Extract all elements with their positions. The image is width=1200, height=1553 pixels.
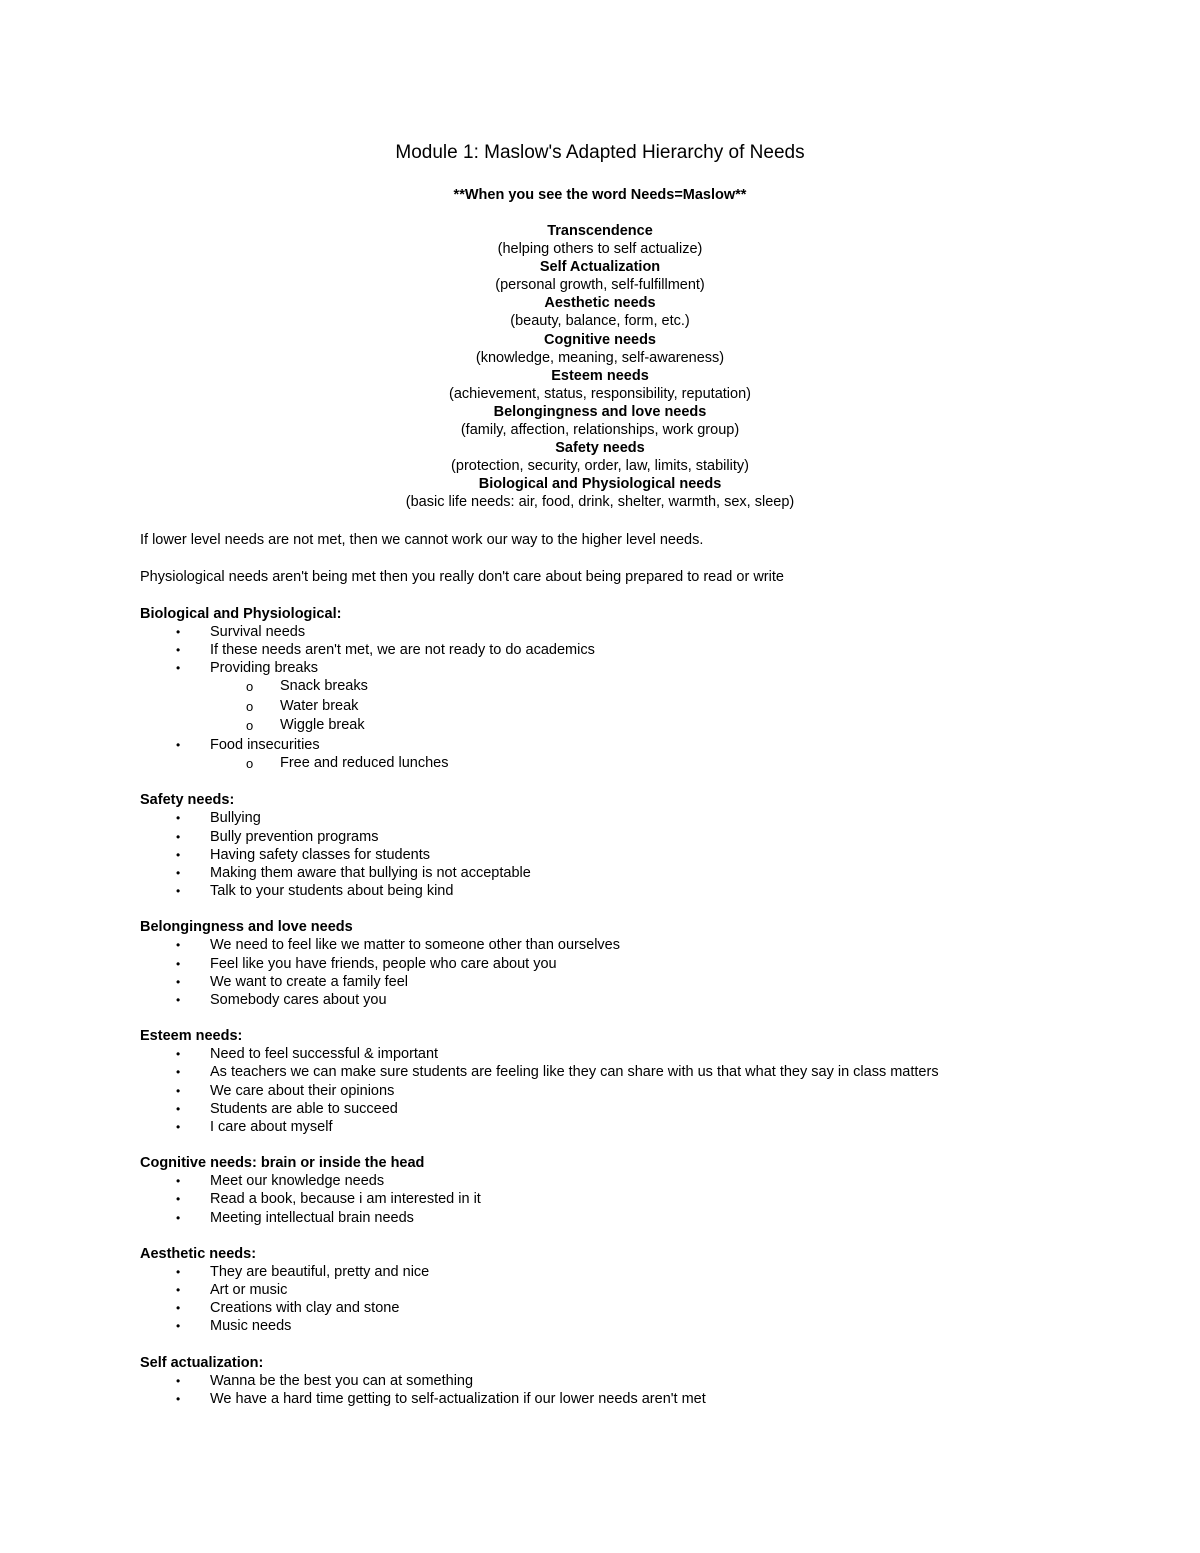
- sub-list-item: [210, 677, 1060, 697]
- list-item: [140, 864, 1060, 882]
- bullet-icon: •: [176, 1210, 181, 1225]
- list-item-text: We have a hard time getting to self-actualization if our lower needs aren't met: [210, 1390, 706, 1407]
- list-item-text: Wanna be the best you can at something: [210, 1372, 474, 1389]
- list-item: [140, 736, 1060, 774]
- hierarchy-level-esteem-needs: Esteem needs: [551, 367, 649, 384]
- list-item: [140, 882, 1060, 900]
- list-item: [140, 846, 1060, 864]
- bullet-icon: •: [176, 1373, 181, 1388]
- sub-list-item: [210, 754, 1060, 774]
- hierarchy-level-description: (helping others to self actualize): [497, 241, 703, 258]
- hierarchy-level-description: (achievement, status, responsibility, reputation): [449, 385, 751, 402]
- bullet-list: [140, 1372, 1060, 1408]
- bullet-list: [140, 809, 1060, 900]
- bullet-icon: •: [176, 1101, 181, 1116]
- circle-bullet-icon: o: [246, 718, 254, 734]
- bullet-icon: •: [176, 642, 181, 657]
- bullet-list: [140, 936, 1060, 1009]
- section-biological-and-physiological: [140, 605, 1060, 774]
- bullet-icon: •: [176, 1264, 181, 1279]
- list-item: [140, 623, 1060, 641]
- bullet-icon: •: [176, 1083, 181, 1098]
- section-belongingness-and-love-needs: [140, 918, 1060, 1009]
- bullet-list: [140, 1172, 1060, 1227]
- bullet-icon: •: [176, 1391, 181, 1406]
- hierarchy-level-description: (basic life needs: air, food, drink, shelter, warmth, sex, sleep): [405, 494, 795, 511]
- hierarchy-list: [140, 222, 1060, 512]
- bullet-icon: •: [176, 624, 181, 639]
- hierarchy-level-description: (protection, security, order, law, limits, stability): [451, 458, 749, 475]
- section-cognitive-needs-brain-or-inside-the-head: [140, 1154, 1060, 1227]
- list-item: [140, 973, 1060, 991]
- list-item-text: Read a book, because i am interested in it: [210, 1191, 481, 1208]
- list-item-text: Students are able to succeed: [210, 1100, 398, 1117]
- bullet-icon: •: [176, 829, 181, 844]
- paragraph-physiological: Physiological needs aren't being met then you really don't care about being prepared to read or write: [140, 568, 784, 585]
- bullet-icon: •: [176, 1047, 181, 1062]
- list-item: [140, 1063, 1060, 1081]
- list-item-text: Meeting intellectual brain needs: [210, 1209, 414, 1226]
- list-item: [140, 809, 1060, 827]
- list-item: [140, 828, 1060, 846]
- list-item-text: We care about their opinions: [210, 1082, 395, 1099]
- bullet-icon: •: [176, 956, 181, 971]
- section-safety-needs: [140, 791, 1060, 900]
- sub-list-item: [210, 697, 1060, 717]
- sub-list-item: [210, 716, 1060, 736]
- list-item: [140, 955, 1060, 973]
- hierarchy-level-aesthetic-needs: Aesthetic needs: [544, 295, 656, 312]
- circle-bullet-icon: o: [246, 755, 254, 771]
- sub-list-item-text: Free and reduced lunches: [280, 754, 449, 771]
- bullet-icon: •: [176, 1174, 181, 1189]
- section-heading: Safety needs:: [140, 792, 235, 809]
- list-item-text: Need to feel successful & important: [210, 1046, 439, 1063]
- paragraph-lower-needs: If lower level needs are not met, then we cannot work our way to the higher level needs.: [140, 531, 704, 548]
- list-item: [140, 1317, 1060, 1335]
- hierarchy-level-cognitive-needs: Cognitive needs: [544, 331, 656, 348]
- page-title: Module 1: Maslow's Adapted Hierarchy of Needs: [395, 142, 805, 163]
- list-item: [140, 1263, 1060, 1281]
- section-heading: Esteem needs:: [140, 1028, 243, 1045]
- section-heading: Aesthetic needs:: [140, 1245, 257, 1262]
- list-item: [140, 936, 1060, 954]
- section-heading: Cognitive needs: brain or inside the head: [140, 1155, 425, 1172]
- list-item: [140, 1100, 1060, 1118]
- list-item: [140, 1372, 1060, 1390]
- section-aesthetic-needs: [140, 1245, 1060, 1336]
- list-item: [140, 1190, 1060, 1208]
- bullet-icon: •: [176, 847, 181, 862]
- bullet-icon: •: [176, 1065, 181, 1080]
- sub-list-item-text: Wiggle break: [280, 717, 365, 734]
- section-heading: Self actualization:: [140, 1354, 264, 1371]
- bullet-icon: •: [176, 992, 181, 1007]
- sub-list: [210, 754, 1060, 774]
- list-item: [140, 1045, 1060, 1063]
- list-item-text: We want to create a family feel: [210, 973, 408, 990]
- hierarchy-level-description: (knowledge, meaning, self-awareness): [475, 349, 725, 366]
- list-item-text: Art or music: [210, 1281, 288, 1298]
- list-item-text: Bullying: [210, 810, 261, 827]
- hierarchy-level-biological-and-physiological-needs: Biological and Physiological needs: [478, 476, 722, 493]
- list-item: [140, 1172, 1060, 1190]
- list-item-text: Meet our knowledge needs: [210, 1173, 385, 1190]
- list-item-text: If these needs aren't met, we are not ready to do academics: [210, 641, 595, 658]
- bullet-icon: •: [176, 1282, 181, 1297]
- list-item-text: Survival needs: [210, 623, 306, 640]
- list-item: [140, 641, 1060, 659]
- page-subtitle: **When you see the word Needs=Maslow**: [453, 187, 747, 203]
- list-item: [140, 1118, 1060, 1136]
- list-item: [140, 991, 1060, 1009]
- circle-bullet-icon: o: [246, 698, 254, 714]
- notes-sections: [140, 605, 1060, 1408]
- bullet-list: [140, 1263, 1060, 1336]
- bullet-icon: •: [176, 1319, 181, 1334]
- list-item-text: Creations with clay and stone: [210, 1300, 400, 1317]
- list-item-text: Bully prevention programs: [210, 828, 379, 845]
- bullet-icon: •: [176, 865, 181, 880]
- list-item-text: Feel like you have friends, people who care about you: [210, 955, 557, 972]
- list-item-text: Somebody cares about you: [210, 991, 387, 1008]
- hierarchy-level-self-actualization: Self Actualization: [539, 259, 661, 276]
- list-item-text: As teachers we can make sure students are feeling like they can share with us that what they say in class matters: [210, 1064, 939, 1081]
- bullet-icon: •: [176, 884, 181, 899]
- section-esteem-needs: [140, 1027, 1060, 1136]
- list-item-text: Food insecurities: [210, 736, 320, 753]
- list-item: [140, 1299, 1060, 1317]
- list-item-text: We need to feel like we matter to someone other than ourselves: [210, 937, 620, 954]
- list-item-text: Talk to your students about being kind: [210, 883, 454, 900]
- list-item-text: Making them aware that bullying is not acceptable: [210, 864, 531, 881]
- list-item: [140, 659, 1060, 736]
- bullet-icon: •: [176, 938, 181, 953]
- bullet-icon: •: [176, 660, 181, 675]
- list-item: [140, 1209, 1060, 1227]
- list-item-text: I care about myself: [210, 1118, 333, 1135]
- sub-list: [210, 677, 1060, 736]
- list-item-text: Music needs: [210, 1318, 292, 1335]
- sub-list-item-text: Water break: [280, 697, 359, 714]
- list-item: [140, 1082, 1060, 1100]
- circle-bullet-icon: o: [246, 679, 254, 695]
- bullet-list: [140, 1045, 1060, 1136]
- hierarchy-level-description: (family, affection, relationships, work group): [460, 422, 740, 439]
- hierarchy-level-transcendence: Transcendence: [547, 223, 653, 239]
- bullet-list: [140, 623, 1060, 774]
- section-self-actualization: [140, 1354, 1060, 1408]
- hierarchy-level-description: (personal growth, self-fulfillment): [495, 277, 705, 294]
- list-item: [140, 1390, 1060, 1408]
- section-heading: Biological and Physiological:: [140, 605, 342, 622]
- bullet-icon: •: [176, 1119, 181, 1134]
- list-item: [140, 1281, 1060, 1299]
- bullet-icon: •: [176, 1192, 181, 1207]
- hierarchy-level-safety-needs: Safety needs: [555, 440, 645, 457]
- sub-list-item-text: Snack breaks: [280, 678, 368, 695]
- bullet-icon: •: [176, 737, 181, 752]
- bullet-icon: •: [176, 811, 181, 826]
- bullet-icon: •: [176, 1301, 181, 1316]
- hierarchy-level-description: (beauty, balance, form, etc.): [510, 313, 690, 330]
- section-heading: Belongingness and love needs: [140, 919, 353, 936]
- bullet-icon: •: [176, 974, 181, 989]
- hierarchy-level-belongingness-and-love-needs: Belongingness and love needs: [493, 403, 707, 420]
- list-item-text: Having safety classes for students: [210, 846, 431, 863]
- list-item-text: Providing breaks: [210, 659, 318, 676]
- list-item-text: They are beautiful, pretty and nice: [210, 1263, 430, 1280]
